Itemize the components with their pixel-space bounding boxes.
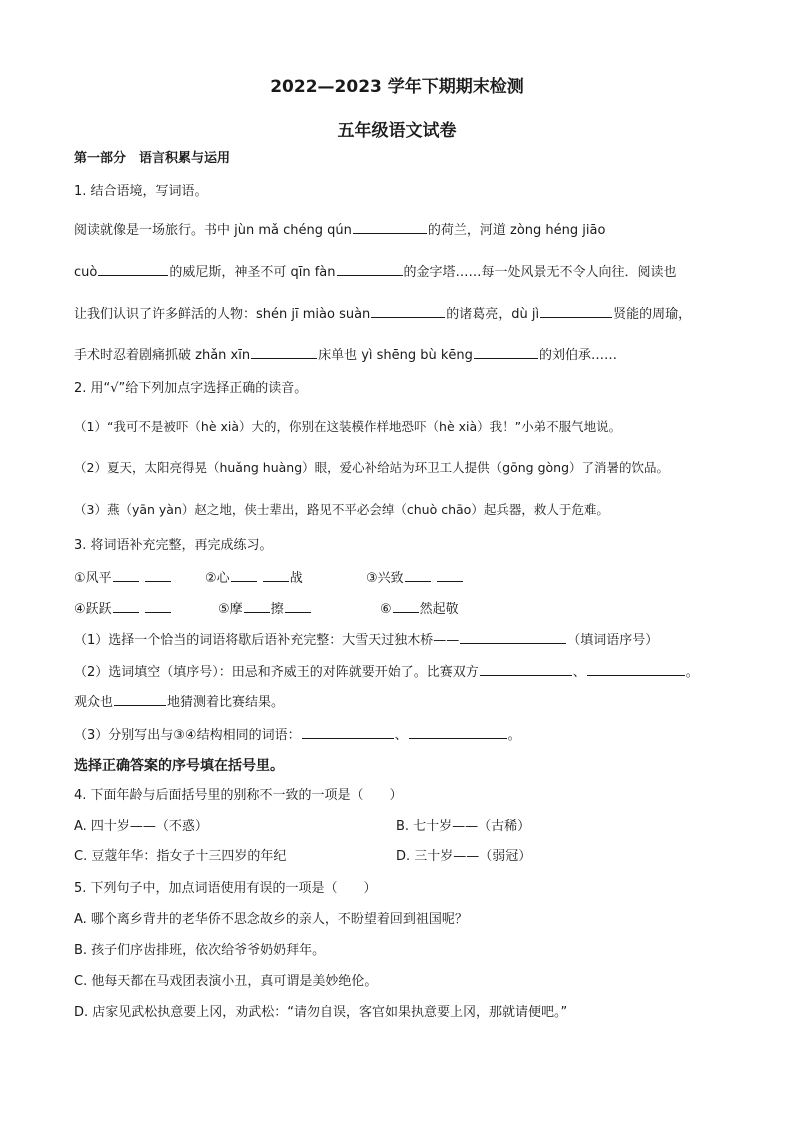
q1-line-1 <box>74 220 605 240</box>
q3-text: 。 <box>507 728 521 743</box>
word-text: 战 <box>289 571 303 586</box>
q2-sub-2: （2）夏天，太阳亮得晃（huǎng huàng）眼，爱心补给站为环卫工人提供（gōng gòng）了消暑的饮品。 <box>74 460 670 475</box>
q2-stem: 2. 用“√”给下列加点字选择正确的读音。 <box>74 381 308 396</box>
q3-text: 、 <box>394 728 408 743</box>
q1-text: 的刘伯承…… <box>538 348 617 363</box>
exam-title: 2022—2023 学年下期期末检测 <box>270 77 524 97</box>
word-text: ①风平 <box>74 571 112 586</box>
q3-word-4 <box>74 599 172 619</box>
q1-text: cuò <box>74 265 98 280</box>
answer-blank[interactable] <box>244 599 270 613</box>
q2-sub-1: （1）“我可不是被吓（hè xià）大的，你别在这装模作样地恐吓（hè xià）我！”小弟不服气地说。 <box>74 419 622 434</box>
answer-blank[interactable] <box>337 262 403 276</box>
word-text: 然起敬 <box>419 602 459 617</box>
q5-stem: 5. 下列句子中，加点词语使用有误的一项是（ ） <box>74 881 377 896</box>
answer-blank[interactable] <box>393 599 419 613</box>
q1-text: 阅读就像是一场旅行。书中 jùn mǎ chéng qún <box>74 223 352 238</box>
answer-blank[interactable] <box>98 262 168 276</box>
answer-blank[interactable] <box>263 568 289 582</box>
q1-text: 贤能的周瑜， <box>613 307 692 322</box>
answer-blank[interactable] <box>587 662 685 676</box>
word-text: ④跃跃 <box>74 602 112 617</box>
q1-text: 的荷兰，河道 zòng héng jiāo <box>427 223 606 238</box>
word-text: 擦 <box>270 602 284 617</box>
answer-blank[interactable] <box>353 220 427 234</box>
answer-blank[interactable] <box>460 630 566 644</box>
q3-word-3 <box>366 568 464 588</box>
answer-blank[interactable] <box>474 345 538 359</box>
answer-blank[interactable] <box>113 568 139 582</box>
word-text: ②心 <box>205 571 230 586</box>
q5-option-d[interactable]: D. 店家见武松执意要上冈，劝武松：“请勿自误，客官如果执意要上冈，那就请便吧。” <box>74 1005 568 1020</box>
answer-blank[interactable] <box>437 568 463 582</box>
answer-blank[interactable] <box>285 599 311 613</box>
q4-option-b[interactable]: B. 七十岁——（古稀） <box>396 819 531 834</box>
q1-text: 的威尼斯，神圣不可 qīn fàn <box>169 265 336 280</box>
q5-option-a[interactable]: A. 哪个离乡背井的老华侨不思念故乡的亲人，不盼望着回到祖国呢？ <box>74 912 468 927</box>
answer-blank[interactable] <box>113 599 139 613</box>
q5-option-b[interactable]: B. 孩子们序齿排班，依次给爷爷奶奶拜年。 <box>74 943 326 958</box>
q3-text: 。 <box>685 665 699 680</box>
q3-word-1 <box>74 568 172 588</box>
q1-text: 的诸葛亮，dù jì <box>446 307 540 322</box>
answer-blank[interactable] <box>540 304 612 318</box>
q3-stem: 3. 将词语补充完整，再完成练习。 <box>74 538 273 553</box>
answer-blank[interactable] <box>371 304 445 318</box>
q2-sub-3: （3）燕（yān yàn）赵之地，侠士辈出，路见不平必会绰（chuò chāo）起兵器，救人于危难。 <box>74 502 609 517</box>
answer-blank[interactable] <box>114 692 166 706</box>
q3-word-2 <box>205 568 303 588</box>
q5-option-c[interactable]: C. 他每天都在马戏团表演小丑，真可谓是美妙绝伦。 <box>74 974 378 989</box>
q3-word-6 <box>380 599 459 619</box>
q3-sub-1 <box>74 630 658 650</box>
answer-blank[interactable] <box>145 568 171 582</box>
section-heading: 选择正确答案的序号填在括号里。 <box>74 758 284 774</box>
q3-text: （2）选词填空（填序号）：田忌和齐威王的对阵就要开始了。比赛双方 <box>74 665 479 680</box>
q1-text: 床单也 yì shēng bù kēng <box>318 348 473 363</box>
q3-text: （3）分别写出与③④结构相同的词语： <box>74 728 301 743</box>
q1-line-3 <box>74 304 691 324</box>
q1-text: 的金字塔……每一处风景无不令人向往．阅读也 <box>403 265 677 280</box>
q1-text: 让我们认识了许多鲜活的人物：shén jī miào suàn <box>74 307 371 322</box>
q4-option-c[interactable]: C. 豆蔻年华：指女子十三四岁的年纪 <box>74 849 287 864</box>
q3-sub-2-cont <box>74 692 284 712</box>
q4-option-a[interactable]: A. 四十岁——（不惑） <box>74 819 208 834</box>
word-text: ⑥ <box>380 602 392 617</box>
q4-option-d[interactable]: D. 三十岁——（弱冠） <box>396 849 532 864</box>
q3-sub-3 <box>74 725 521 745</box>
q3-text: （填词语序号） <box>567 633 659 648</box>
q1-line-2 <box>74 262 677 282</box>
answer-blank[interactable] <box>409 725 507 739</box>
q3-text: 地猜测着比赛结果。 <box>167 695 285 710</box>
q3-text: 、 <box>572 665 586 680</box>
answer-blank[interactable] <box>405 568 431 582</box>
answer-blank[interactable] <box>251 345 317 359</box>
word-text: ⑤摩 <box>218 602 243 617</box>
q3-sub-2 <box>74 662 699 682</box>
answer-blank[interactable] <box>302 725 394 739</box>
q1-line-4 <box>74 345 617 365</box>
q1-stem: 1. 结合语境，写词语。 <box>74 184 208 199</box>
answer-blank[interactable] <box>480 662 572 676</box>
q1-text: 手术时忍着剧痛抓破 zhǎn xīn <box>74 348 251 363</box>
q3-text: （1）选择一个恰当的词语将歇后语补充完整：大雪天过独木桥—— <box>74 633 460 648</box>
q3-word-5 <box>218 599 312 619</box>
word-text: ③兴致 <box>366 571 404 586</box>
exam-subtitle: 五年级语文试卷 <box>337 121 457 141</box>
answer-blank[interactable] <box>231 568 257 582</box>
answer-blank[interactable] <box>145 599 171 613</box>
q3-text: 观众也 <box>74 695 114 710</box>
q4-stem: 4. 下面年龄与后面括号里的别称不一致的一项是（ ） <box>74 788 403 803</box>
part-heading: 第一部分 语言积累与运用 <box>74 151 231 166</box>
